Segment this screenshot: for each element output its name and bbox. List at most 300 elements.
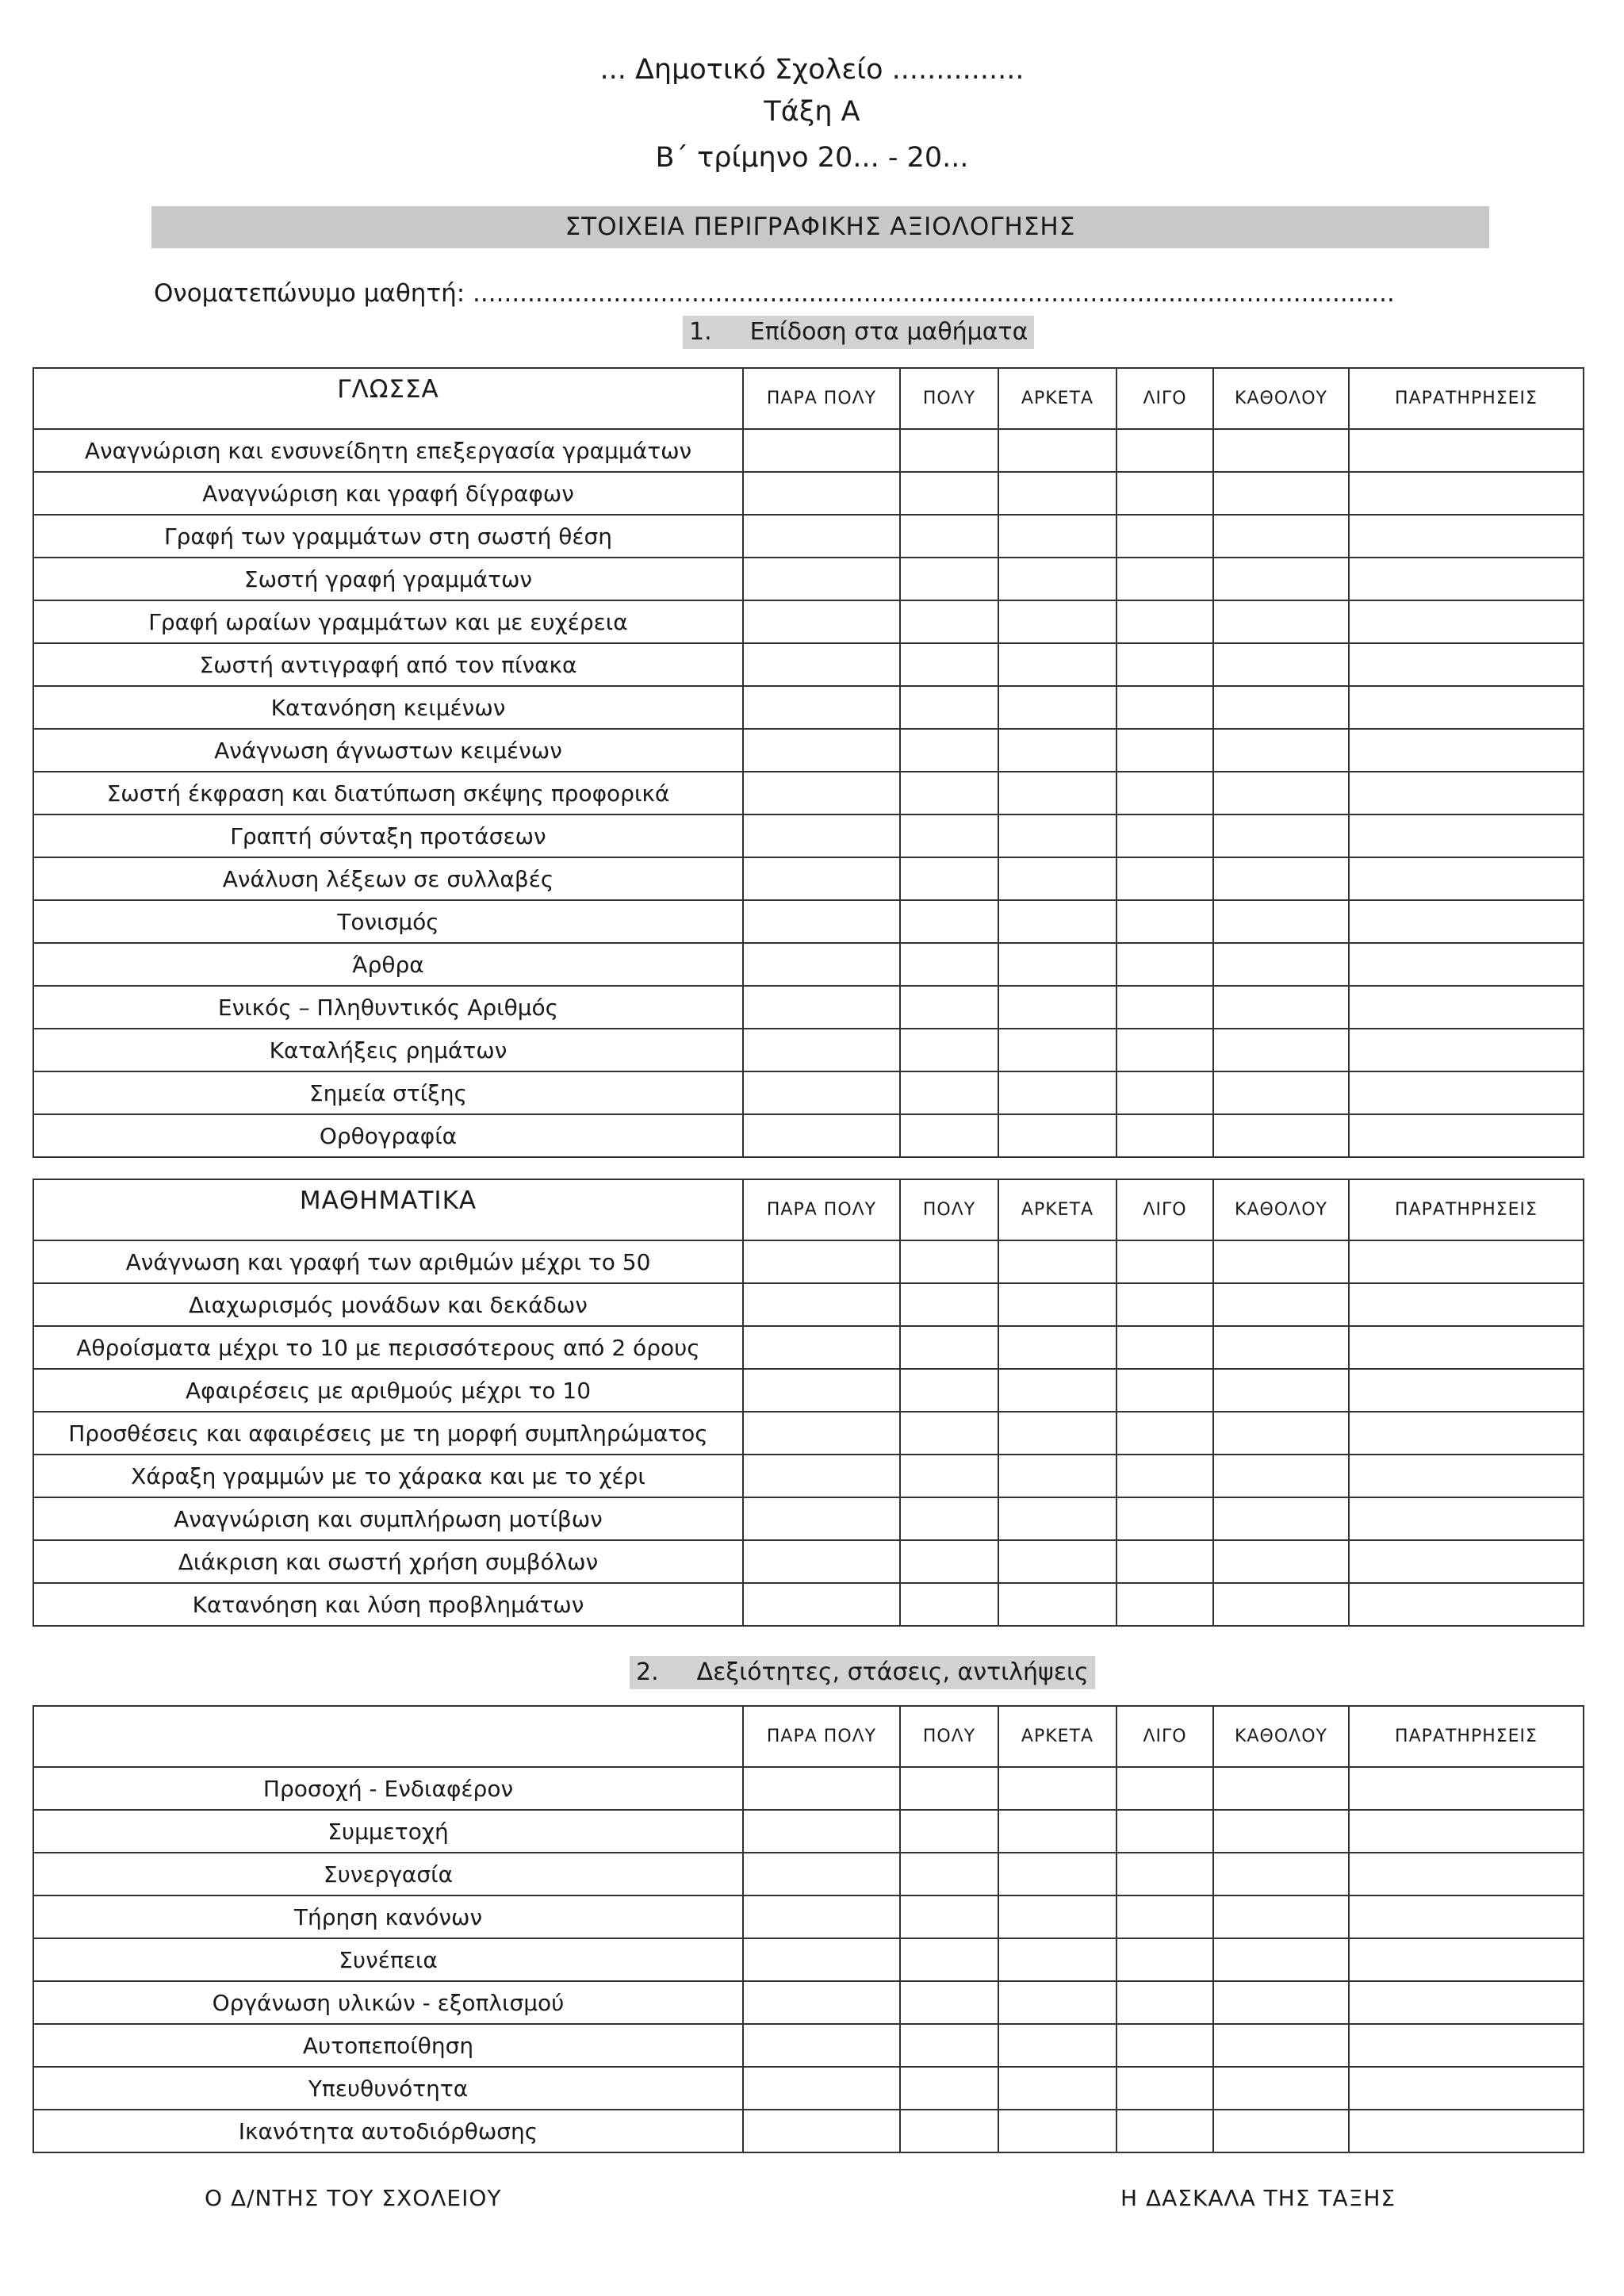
criterion-label: Κατανόηση κειμένων — [33, 686, 743, 729]
rating-cell-katholou[interactable] — [1213, 1071, 1349, 1114]
column-header-paratiriseis: ΠΑΡΑΤΗΡΗΣΕΙΣ — [1349, 368, 1584, 429]
rating-cell-katholou[interactable] — [1213, 1412, 1349, 1455]
rating-cell-ligo[interactable] — [1116, 1455, 1213, 1497]
rating-cell-ligo[interactable] — [1116, 772, 1213, 815]
table-row — [33, 1938, 1584, 1981]
table-row — [33, 772, 1584, 815]
rating-cell-para-poly[interactable] — [743, 472, 900, 515]
rating-cell-katholou[interactable] — [1213, 1283, 1349, 1326]
rating-cell-ligo[interactable] — [1116, 600, 1213, 643]
table-row — [33, 1369, 1584, 1412]
rating-cell-para-poly[interactable] — [743, 686, 900, 729]
rating-cell-arketa[interactable] — [998, 600, 1116, 643]
rating-cell-poly[interactable] — [900, 2067, 998, 2110]
rating-cell-paratiriseis[interactable] — [1349, 1412, 1584, 1455]
rating-cell-paratiriseis[interactable] — [1349, 2067, 1584, 2110]
rating-cell-paratiriseis[interactable] — [1349, 1240, 1584, 1283]
rating-cell-katholou[interactable] — [1213, 1369, 1349, 1412]
rating-cell-paratiriseis[interactable] — [1349, 1938, 1584, 1981]
rating-cell-arketa[interactable] — [998, 1853, 1116, 1895]
criterion-label: Γραφή των γραμμάτων στη σωστή θέση — [33, 515, 743, 558]
rating-cell-para-poly[interactable] — [743, 1540, 900, 1583]
rating-cell-paratiriseis[interactable] — [1349, 1497, 1584, 1540]
table-row — [33, 1810, 1584, 1853]
rating-cell-para-poly[interactable] — [743, 1369, 900, 1412]
rating-cell-arketa[interactable] — [998, 1071, 1116, 1114]
table-row — [33, 1583, 1584, 1626]
rating-cell-poly[interactable] — [900, 558, 998, 600]
table-row — [33, 1497, 1584, 1540]
table-row — [33, 1540, 1584, 1583]
student-name-field[interactable]: Ονοματεπώνυμο μαθητή: ...................................................................................................................... — [154, 279, 1395, 308]
rating-cell-paratiriseis[interactable] — [1349, 900, 1584, 943]
rating-cell-arketa[interactable] — [998, 2024, 1116, 2067]
rating-cell-arketa[interactable] — [998, 900, 1116, 943]
criterion-label: Αναγνώριση και ενσυνείδητη επεξεργασία γραμμάτων — [33, 429, 743, 472]
criterion-label: Διαχωρισμός μονάδων και δεκάδων — [33, 1283, 743, 1326]
rating-cell-ligo[interactable] — [1116, 1497, 1213, 1540]
rating-cell-poly[interactable] — [900, 1938, 998, 1981]
table-row — [33, 729, 1584, 772]
rating-cell-para-poly[interactable] — [743, 1497, 900, 1540]
rating-cell-ligo[interactable] — [1116, 1981, 1213, 2024]
rating-cell-arketa[interactable] — [998, 729, 1116, 772]
rating-cell-paratiriseis[interactable] — [1349, 1071, 1584, 1114]
criterion-label: Άρθρα — [33, 943, 743, 986]
rating-cell-ligo[interactable] — [1116, 2110, 1213, 2152]
rating-cell-paratiriseis[interactable] — [1349, 1369, 1584, 1412]
rating-cell-arketa[interactable] — [998, 472, 1116, 515]
rating-cell-para-poly[interactable] — [743, 429, 900, 472]
criterion-label: Διάκριση και σωστή χρήση συμβόλων — [33, 1540, 743, 1583]
skills-table — [33, 1705, 1584, 2153]
rating-cell-paratiriseis[interactable] — [1349, 558, 1584, 600]
rating-cell-poly[interactable] — [900, 1071, 998, 1114]
rating-cell-paratiriseis[interactable] — [1349, 472, 1584, 515]
subject-title: ΜΑΘΗΜΑΤΙΚΑ — [33, 1179, 743, 1240]
rating-cell-poly[interactable] — [900, 2024, 998, 2067]
rating-cell-katholou[interactable] — [1213, 1895, 1349, 1938]
rating-cell-ligo[interactable] — [1116, 2024, 1213, 2067]
rating-cell-poly[interactable] — [900, 1810, 998, 1853]
rating-cell-ligo[interactable] — [1116, 943, 1213, 986]
criterion-label: Γραφή ωραίων γραμμάτων και με ευχέρεια — [33, 600, 743, 643]
rating-cell-paratiriseis[interactable] — [1349, 986, 1584, 1029]
column-header-arketa: ΑΡΚΕΤΑ — [998, 1706, 1116, 1767]
rating-cell-arketa[interactable] — [998, 429, 1116, 472]
column-header-poly: ΠΟΛΥ — [900, 1179, 998, 1240]
rating-cell-para-poly[interactable] — [743, 1810, 900, 1853]
rating-cell-para-poly[interactable] — [743, 1240, 900, 1283]
subject-title: ΓΛΩΣΣΑ — [33, 368, 743, 429]
rating-cell-arketa[interactable] — [998, 1767, 1116, 1810]
criterion-label: Τονισμός — [33, 900, 743, 943]
criterion-label: Προσοχή - Ενδιαφέρον — [33, 1767, 743, 1810]
rating-cell-ligo[interactable] — [1116, 900, 1213, 943]
rating-cell-ligo[interactable] — [1116, 1767, 1213, 1810]
column-header-katholou: ΚΑΘΟΛΟΥ — [1213, 1179, 1349, 1240]
rating-cell-paratiriseis[interactable] — [1349, 2110, 1584, 2152]
rating-cell-para-poly[interactable] — [743, 857, 900, 900]
rating-cell-katholou[interactable] — [1213, 1029, 1349, 1071]
rating-cell-katholou[interactable] — [1213, 772, 1349, 815]
rating-cell-katholou[interactable] — [1213, 2110, 1349, 2152]
rating-cell-ligo[interactable] — [1116, 729, 1213, 772]
criterion-label: Αναγνώριση και συμπλήρωση μοτίβων — [33, 1497, 743, 1540]
rating-cell-ligo[interactable] — [1116, 1071, 1213, 1114]
section-1-title: Επίδοση στα μαθήματα — [749, 318, 1028, 346]
rating-cell-arketa[interactable] — [998, 943, 1116, 986]
rating-cell-para-poly[interactable] — [743, 1283, 900, 1326]
rating-cell-para-poly[interactable] — [743, 1412, 900, 1455]
rating-cell-arketa[interactable] — [998, 815, 1116, 857]
rating-cell-katholou[interactable] — [1213, 472, 1349, 515]
criterion-label: Υπευθυνότητα — [33, 2067, 743, 2110]
rating-cell-poly[interactable] — [900, 1583, 998, 1626]
rating-cell-para-poly[interactable] — [743, 1767, 900, 1810]
criterion-label: Συμμετοχή — [33, 1810, 743, 1853]
rating-cell-arketa[interactable] — [998, 772, 1116, 815]
rating-cell-paratiriseis[interactable] — [1349, 857, 1584, 900]
rating-cell-ligo[interactable] — [1116, 1810, 1213, 1853]
rating-cell-katholou[interactable] — [1213, 2067, 1349, 2110]
table-row — [33, 1455, 1584, 1497]
rating-cell-katholou[interactable] — [1213, 1583, 1349, 1626]
section-2-title: Δεξιότητες, στάσεις, αντιλήψεις — [696, 1658, 1089, 1686]
column-header-arketa: ΑΡΚΕΤΑ — [998, 368, 1116, 429]
rating-cell-paratiriseis[interactable] — [1349, 1583, 1584, 1626]
rating-cell-poly[interactable] — [900, 1497, 998, 1540]
rating-cell-katholou[interactable] — [1213, 1240, 1349, 1283]
criterion-label: Αναγνώριση και γραφή δίγραφων — [33, 472, 743, 515]
rating-cell-arketa[interactable] — [998, 1326, 1116, 1369]
rating-cell-poly[interactable] — [900, 1853, 998, 1895]
rating-cell-katholou[interactable] — [1213, 1853, 1349, 1895]
rating-cell-para-poly[interactable] — [743, 943, 900, 986]
rating-cell-ligo[interactable] — [1116, 1540, 1213, 1583]
rating-cell-para-poly[interactable] — [743, 1029, 900, 1071]
rating-cell-para-poly[interactable] — [743, 1981, 900, 2024]
rating-cell-ligo[interactable] — [1116, 1938, 1213, 1981]
rating-cell-poly[interactable] — [900, 815, 998, 857]
rating-cell-ligo[interactable] — [1116, 1895, 1213, 1938]
rating-cell-katholou[interactable] — [1213, 2024, 1349, 2067]
rating-cell-katholou[interactable] — [1213, 1114, 1349, 1157]
rating-cell-paratiriseis[interactable] — [1349, 1029, 1584, 1071]
rating-cell-katholou[interactable] — [1213, 558, 1349, 600]
rating-cell-katholou[interactable] — [1213, 900, 1349, 943]
criterion-label: Κατανόηση και λύση προβλημάτων — [33, 1583, 743, 1626]
rating-cell-paratiriseis[interactable] — [1349, 1853, 1584, 1895]
table-header-row — [33, 1179, 1584, 1240]
language-table — [33, 367, 1584, 1158]
rating-cell-arketa[interactable] — [998, 1497, 1116, 1540]
rating-cell-paratiriseis[interactable] — [1349, 1114, 1584, 1157]
rating-cell-arketa[interactable] — [998, 1029, 1116, 1071]
rating-cell-katholou[interactable] — [1213, 1326, 1349, 1369]
table-row — [33, 1071, 1584, 1114]
rating-cell-ligo[interactable] — [1116, 986, 1213, 1029]
table-header-row — [33, 368, 1584, 429]
rating-cell-arketa[interactable] — [998, 1895, 1116, 1938]
rating-cell-katholou[interactable] — [1213, 686, 1349, 729]
criterion-label: Τήρηση κανόνων — [33, 1895, 743, 1938]
table-row — [33, 943, 1584, 986]
rating-cell-para-poly[interactable] — [743, 558, 900, 600]
table-header-row — [33, 1706, 1584, 1767]
rating-cell-poly[interactable] — [900, 429, 998, 472]
rating-cell-katholou[interactable] — [1213, 1810, 1349, 1853]
rating-cell-para-poly[interactable] — [743, 729, 900, 772]
table-row — [33, 1326, 1584, 1369]
rating-cell-arketa[interactable] — [998, 1540, 1116, 1583]
rating-cell-poly[interactable] — [900, 1369, 998, 1412]
table-row — [33, 2110, 1584, 2152]
rating-cell-para-poly[interactable] — [743, 2067, 900, 2110]
criterion-label: Αθροίσματα μέχρι το 10 με περισσότερους από 2 όρους — [33, 1326, 743, 1369]
rating-cell-katholou[interactable] — [1213, 986, 1349, 1029]
rating-cell-para-poly[interactable] — [743, 1583, 900, 1626]
rating-cell-poly[interactable] — [900, 1114, 998, 1157]
rating-cell-katholou[interactable] — [1213, 515, 1349, 558]
table-row — [33, 1981, 1584, 2024]
rating-cell-katholou[interactable] — [1213, 1497, 1349, 1540]
column-header-poly: ΠΟΛΥ — [900, 368, 998, 429]
column-header-ligo: ΛΙΓΟ — [1116, 1179, 1213, 1240]
rating-cell-para-poly[interactable] — [743, 900, 900, 943]
rating-cell-para-poly[interactable] — [743, 1114, 900, 1157]
column-header-para-poly: ΠΑΡΑ ΠΟΛΥ — [743, 1179, 900, 1240]
section-2-number: 2. — [636, 1658, 659, 1686]
rating-cell-para-poly[interactable] — [743, 515, 900, 558]
rating-cell-para-poly[interactable] — [743, 1071, 900, 1114]
rating-cell-katholou[interactable] — [1213, 1455, 1349, 1497]
rating-cell-ligo[interactable] — [1116, 1240, 1213, 1283]
rating-cell-paratiriseis[interactable] — [1349, 515, 1584, 558]
rating-cell-poly[interactable] — [900, 1412, 998, 1455]
rating-cell-arketa[interactable] — [998, 686, 1116, 729]
table-row — [33, 472, 1584, 515]
rating-cell-paratiriseis[interactable] — [1349, 2024, 1584, 2067]
rating-cell-poly[interactable] — [900, 515, 998, 558]
rating-cell-poly[interactable] — [900, 1455, 998, 1497]
rating-cell-paratiriseis[interactable] — [1349, 1283, 1584, 1326]
rating-cell-para-poly[interactable] — [743, 986, 900, 1029]
rating-cell-poly[interactable] — [900, 1029, 998, 1071]
rating-cell-poly[interactable] — [900, 2110, 998, 2152]
page-title: ΣΤΟΙΧΕΙΑ ΠΕΡΙΓΡΑΦΙΚΗΣ ΑΞΙΟΛΟΓΗΣΗΣ — [151, 206, 1489, 248]
rating-cell-para-poly[interactable] — [743, 643, 900, 686]
column-header-katholou: ΚΑΘΟΛΟΥ — [1213, 368, 1349, 429]
table-row — [33, 515, 1584, 558]
column-header-paratiriseis: ΠΑΡΑΤΗΡΗΣΕΙΣ — [1349, 1179, 1584, 1240]
rating-cell-katholou[interactable] — [1213, 857, 1349, 900]
criterion-label: Οργάνωση υλικών - εξοπλισμού — [33, 1981, 743, 2024]
rating-cell-poly[interactable] — [900, 1326, 998, 1369]
rating-cell-poly[interactable] — [900, 729, 998, 772]
rating-cell-arketa[interactable] — [998, 515, 1116, 558]
table-row — [33, 1240, 1584, 1283]
criterion-label: Σημεία στίξης — [33, 1071, 743, 1114]
term-line: Β΄ τρίμηνο 20... - 20... — [655, 142, 969, 174]
criterion-label: Ενικός – Πληθυντικός Αριθμός — [33, 986, 743, 1029]
column-header-katholou: ΚΑΘΟΛΟΥ — [1213, 1706, 1349, 1767]
rating-cell-poly[interactable] — [900, 943, 998, 986]
column-header-para-poly: ΠΑΡΑ ΠΟΛΥ — [743, 368, 900, 429]
criterion-label: Γραπτή σύνταξη προτάσεων — [33, 815, 743, 857]
rating-cell-ligo[interactable] — [1116, 1029, 1213, 1071]
school-name-line: ... Δημοτικό Σχολείο ............... — [599, 54, 1025, 86]
criterion-label: Ανάγνωση και γραφή των αριθμών μέχρι το 50 — [33, 1240, 743, 1283]
table-row — [33, 429, 1584, 472]
rating-cell-paratiriseis[interactable] — [1349, 1767, 1584, 1810]
rating-cell-ligo[interactable] — [1116, 1114, 1213, 1157]
rating-cell-arketa[interactable] — [998, 2067, 1116, 2110]
rating-cell-para-poly[interactable] — [743, 1326, 900, 1369]
rating-cell-ligo[interactable] — [1116, 1326, 1213, 1369]
rating-cell-katholou[interactable] — [1213, 643, 1349, 686]
rating-cell-arketa[interactable] — [998, 1114, 1116, 1157]
rating-cell-para-poly[interactable] — [743, 1853, 900, 1895]
rating-cell-paratiriseis[interactable] — [1349, 1810, 1584, 1853]
table-row — [33, 1114, 1584, 1157]
rating-cell-katholou[interactable] — [1213, 600, 1349, 643]
table-row — [33, 686, 1584, 729]
rating-cell-ligo[interactable] — [1116, 643, 1213, 686]
rating-cell-paratiriseis[interactable] — [1349, 1895, 1584, 1938]
rating-cell-arketa[interactable] — [998, 857, 1116, 900]
rating-cell-ligo[interactable] — [1116, 1369, 1213, 1412]
table-row — [33, 2067, 1584, 2110]
criterion-label: Ορθογραφία — [33, 1114, 743, 1157]
class-line: Τάξη Α — [764, 96, 860, 128]
rating-cell-paratiriseis[interactable] — [1349, 815, 1584, 857]
rating-cell-poly[interactable] — [900, 1981, 998, 2024]
rating-cell-ligo[interactable] — [1116, 815, 1213, 857]
rating-cell-katholou[interactable] — [1213, 1767, 1349, 1810]
rating-cell-arketa[interactable] — [998, 986, 1116, 1029]
rating-cell-katholou[interactable] — [1213, 1981, 1349, 2024]
rating-cell-poly[interactable] — [900, 472, 998, 515]
rating-cell-para-poly[interactable] — [743, 2110, 900, 2152]
rating-cell-para-poly[interactable] — [743, 1938, 900, 1981]
rating-cell-katholou[interactable] — [1213, 1938, 1349, 1981]
rating-cell-ligo[interactable] — [1116, 1583, 1213, 1626]
rating-cell-poly[interactable] — [900, 1767, 998, 1810]
rating-cell-poly[interactable] — [900, 1540, 998, 1583]
rating-cell-paratiriseis[interactable] — [1349, 429, 1584, 472]
rating-cell-katholou[interactable] — [1213, 943, 1349, 986]
rating-cell-paratiriseis[interactable] — [1349, 1981, 1584, 2024]
rating-cell-arketa[interactable] — [998, 1583, 1116, 1626]
rating-cell-ligo[interactable] — [1116, 686, 1213, 729]
rating-cell-arketa[interactable] — [998, 1455, 1116, 1497]
rating-cell-arketa[interactable] — [998, 1283, 1116, 1326]
rating-cell-ligo[interactable] — [1116, 472, 1213, 515]
rating-cell-para-poly[interactable] — [743, 1895, 900, 1938]
rating-cell-poly[interactable] — [900, 772, 998, 815]
rating-cell-katholou[interactable] — [1213, 1540, 1349, 1583]
rating-cell-arketa[interactable] — [998, 558, 1116, 600]
rating-cell-poly[interactable] — [900, 1895, 998, 1938]
rating-cell-paratiriseis[interactable] — [1349, 729, 1584, 772]
rating-cell-poly[interactable] — [900, 686, 998, 729]
rating-cell-paratiriseis[interactable] — [1349, 1455, 1584, 1497]
rating-cell-poly[interactable] — [900, 1240, 998, 1283]
rating-cell-ligo[interactable] — [1116, 558, 1213, 600]
section-2-heading — [630, 1656, 1095, 1689]
rating-cell-poly[interactable] — [900, 643, 998, 686]
rating-cell-katholou[interactable] — [1213, 429, 1349, 472]
rating-cell-poly[interactable] — [900, 1283, 998, 1326]
rating-cell-para-poly[interactable] — [743, 600, 900, 643]
rating-cell-arketa[interactable] — [998, 643, 1116, 686]
rating-cell-arketa[interactable] — [998, 1938, 1116, 1981]
rating-cell-poly[interactable] — [900, 857, 998, 900]
rating-cell-ligo[interactable] — [1116, 1853, 1213, 1895]
rating-cell-para-poly[interactable] — [743, 815, 900, 857]
rating-cell-paratiriseis[interactable] — [1349, 1326, 1584, 1369]
rating-cell-paratiriseis[interactable] — [1349, 686, 1584, 729]
rating-cell-katholou[interactable] — [1213, 729, 1349, 772]
rating-cell-poly[interactable] — [900, 986, 998, 1029]
rating-cell-arketa[interactable] — [998, 1412, 1116, 1455]
criterion-label: Σωστή έκφραση και διατύπωση σκέψης προφορικά — [33, 772, 743, 815]
criterion-label: Αυτοπεποίθηση — [33, 2024, 743, 2067]
criterion-label: Χάραξη γραμμών με το χάρακα και με το χέρι — [33, 1455, 743, 1497]
rating-cell-ligo[interactable] — [1116, 1283, 1213, 1326]
table-row — [33, 1853, 1584, 1895]
rating-cell-ligo[interactable] — [1116, 857, 1213, 900]
table-row — [33, 815, 1584, 857]
rating-cell-paratiriseis[interactable] — [1349, 600, 1584, 643]
rating-cell-arketa[interactable] — [998, 1810, 1116, 1853]
rating-cell-paratiriseis[interactable] — [1349, 1540, 1584, 1583]
rating-cell-katholou[interactable] — [1213, 815, 1349, 857]
column-header-para-poly: ΠΑΡΑ ΠΟΛΥ — [743, 1706, 900, 1767]
criterion-label: Συνέπεια — [33, 1938, 743, 1981]
column-header-ligo: ΛΙΓΟ — [1116, 368, 1213, 429]
teacher-signature-label: Η ΔΑΣΚΑΛΑ ΤΗΣ ΤΑΞΗΣ — [1120, 2185, 1396, 2211]
rating-cell-paratiriseis[interactable] — [1349, 943, 1584, 986]
rating-cell-arketa[interactable] — [998, 1240, 1116, 1283]
rating-cell-paratiriseis[interactable] — [1349, 772, 1584, 815]
rating-cell-arketa[interactable] — [998, 1981, 1116, 2024]
table-row — [33, 1412, 1584, 1455]
table-row — [33, 1767, 1584, 1810]
rating-cell-para-poly[interactable] — [743, 1455, 900, 1497]
rating-cell-arketa[interactable] — [998, 1369, 1116, 1412]
column-header-arketa: ΑΡΚΕΤΑ — [998, 1179, 1116, 1240]
rating-cell-ligo[interactable] — [1116, 2067, 1213, 2110]
criterion-label: Ανάγνωση άγνωστων κειμένων — [33, 729, 743, 772]
criterion-label: Σωστή αντιγραφή από τον πίνακα — [33, 643, 743, 686]
rating-cell-para-poly[interactable] — [743, 2024, 900, 2067]
criterion-label: Σωστή γραφή γραμμάτων — [33, 558, 743, 600]
table-row — [33, 1283, 1584, 1326]
rating-cell-paratiriseis[interactable] — [1349, 643, 1584, 686]
table-row — [33, 986, 1584, 1029]
table-row — [33, 643, 1584, 686]
subject-title — [33, 1706, 743, 1767]
rating-cell-ligo[interactable] — [1116, 515, 1213, 558]
rating-cell-para-poly[interactable] — [743, 772, 900, 815]
rating-cell-ligo[interactable] — [1116, 1412, 1213, 1455]
rating-cell-poly[interactable] — [900, 600, 998, 643]
rating-cell-poly[interactable] — [900, 900, 998, 943]
rating-cell-ligo[interactable] — [1116, 429, 1213, 472]
rating-cell-arketa[interactable] — [998, 2110, 1116, 2152]
